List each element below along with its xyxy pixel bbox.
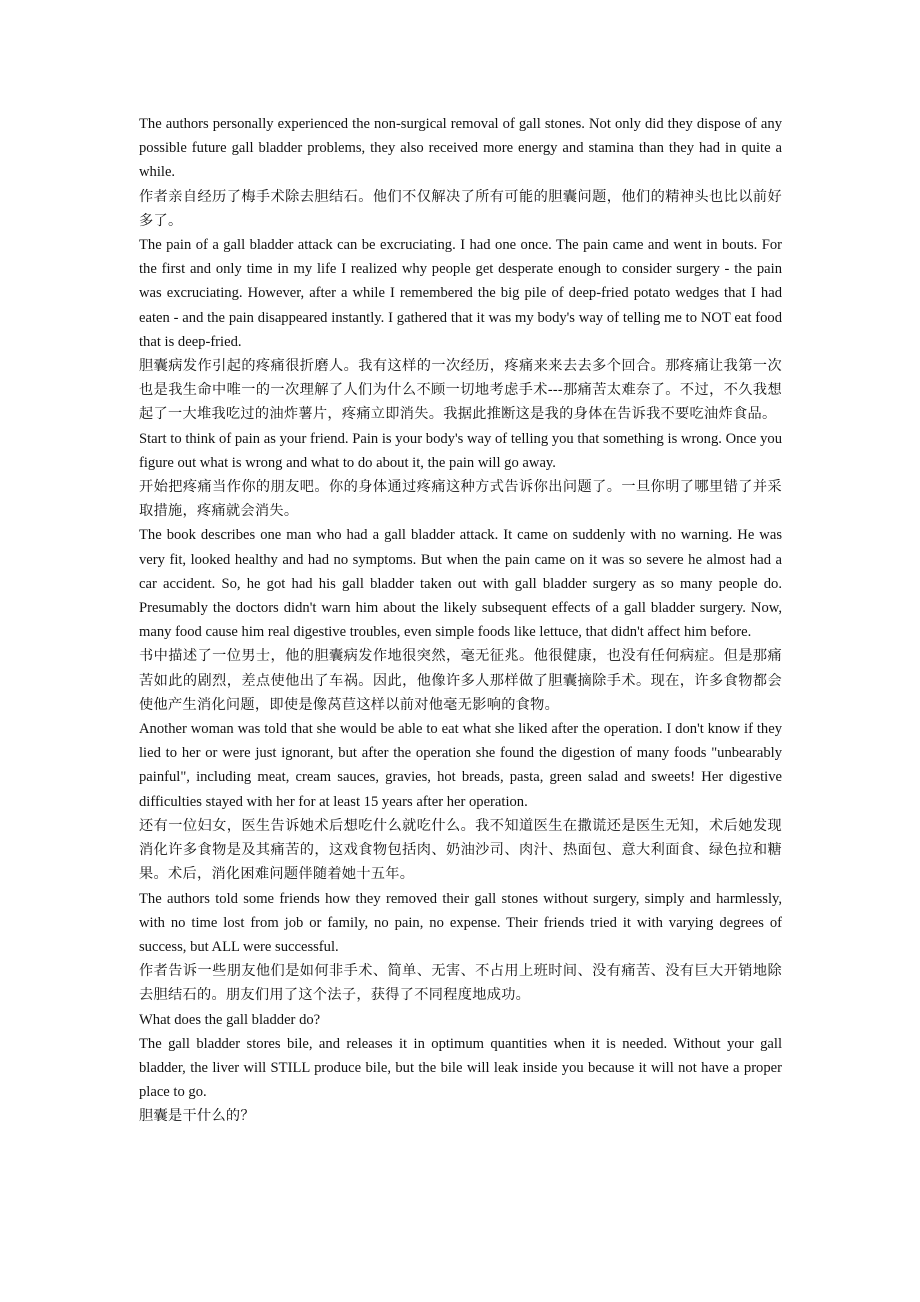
paragraph-zh-5: 还有一位妇女，医生告诉她术后想吃什么就吃什么。我不知道医生在撒谎还是医生无知，术后她发现消化许多食物是及其痛苦的，这戏食物包括肉、奶油沙司、肉汁、热面包、意大利面食、绿色拉和糖果。术后，消化困难问题伴随着她十五年。 xyxy=(139,817,782,883)
paragraph-en-3: Start to think of pain as your friend. Pain is your body's way of telling you that something is wrong. Once you figure out what is wrong and what to do about it, the pain will go away. xyxy=(139,430,782,471)
paragraph-zh-2: 胆囊病发作引起的疼痛很折磨人。我有这样的一次经历，疼痛来来去去多个回合。那疼痛让我第一次也是我生命中唯一的一次理解了人们为什么不顾一切地考虑手术---那痛苦太难奈了。不过，不久我想起了一大堆我吃过的油炸薯片，疼痛立即消失。我据此推断这是我的身体在告诉我不要吃油炸食品。 xyxy=(139,358,782,423)
paragraph-en-7: The gall bladder stores bile, and releases it in optimum quantities when it is needed. Without your gall bladder, the liver will STILL produce bile, but the bile will leak inside you because it will not have a proper place to go. xyxy=(139,1035,782,1101)
paragraph-zh-3: 开始把疼痛当作你的朋友吧。你的身体通过疼痛这种方式告诉你出问题了。一旦你明了哪里错了并采取措施，疼痛就会消失。 xyxy=(139,479,782,520)
paragraph-zh-1: 作者亲自经历了梅手术除去胆结石。他们不仅解决了所有可能的胆囊问题，他们的精神头也比以前好多了。 xyxy=(139,188,782,229)
paragraph-en-5: Another woman was told that she would be able to eat what she liked after the operation. I don't know if they lied to her or were just ignorant, but after the operation she found the digestion of many foods "unbearably painful", including meat, cream sauces, gravies, hot breads, pasta, green salad and sweets! Her digestive difficulties stayed with her for at least 15 years after her operation. xyxy=(139,721,782,810)
paragraph-en-6: The authors told some friends how they removed their gall stones without surgery, simply and harmlessly, with no time lost from job or family, no pain, no expense. Their friends tried it with varying degrees of success, but ALL were successful. xyxy=(139,890,782,955)
document-body xyxy=(139,112,782,1129)
paragraph-en-4: The book describes one man who had a gall bladder attack. It came on suddenly with no warning. He was very fit, looked healthy and had no symptoms. But when the pain came on it was so severe he almost had a car accident. So, he got had his gall bladder taken out with gall bladder surgery as so many people do. Presumably the doctors didn't warn him about the likely subsequent effects of a gall bladder surgery. Now, many food cause him real digestive troubles, even simple foods like lettuce, that didn't affect him before. xyxy=(139,527,782,641)
paragraph-en-2: The pain of a gall bladder attack can be excruciating. I had one once. The pain came and went in bouts. For the first and only time in my life I realized why people get desperate enough to consider surgery - the pain was excruciating. However, after a while I remembered the big pile of deep-fried potato wedges that I had eaten - and the pain disappeared instantly. I gathered that it was my body's way of telling me to NOT eat food that is deep-fried. xyxy=(139,237,782,350)
paragraph-zh-6: 作者告诉一些朋友他们是如何非手术、简单、无害、不占用上班时间、没有痛苦、没有巨大开销地除去胆结石的。朋友们用了这个法子，获得了不同程度地成功。 xyxy=(139,963,782,1004)
heading-question-zh: 胆囊是干什么的？ xyxy=(139,1108,255,1125)
heading-question-en: What does the gall bladder do? xyxy=(139,1011,321,1028)
paragraph-en-1: The authors personally experienced the non-surgical removal of gall stones. Not only did they dispose of any possible future gall bladder problems, they also received more energy and stamina than they had in quite a while. xyxy=(139,116,782,181)
paragraph-zh-4: 书中描述了一位男士，他的胆囊病发作地很突然，毫无征兆。他很健康，也没有任何病症。但是那痛苦如此的剧烈，差点使他出了车祸。因此，他像许多人那样做了胆囊摘除手术。现在，许多食物都会使他产生消化问题，即使是像莴苣这样以前对他毫无影响的食物。 xyxy=(139,648,782,713)
